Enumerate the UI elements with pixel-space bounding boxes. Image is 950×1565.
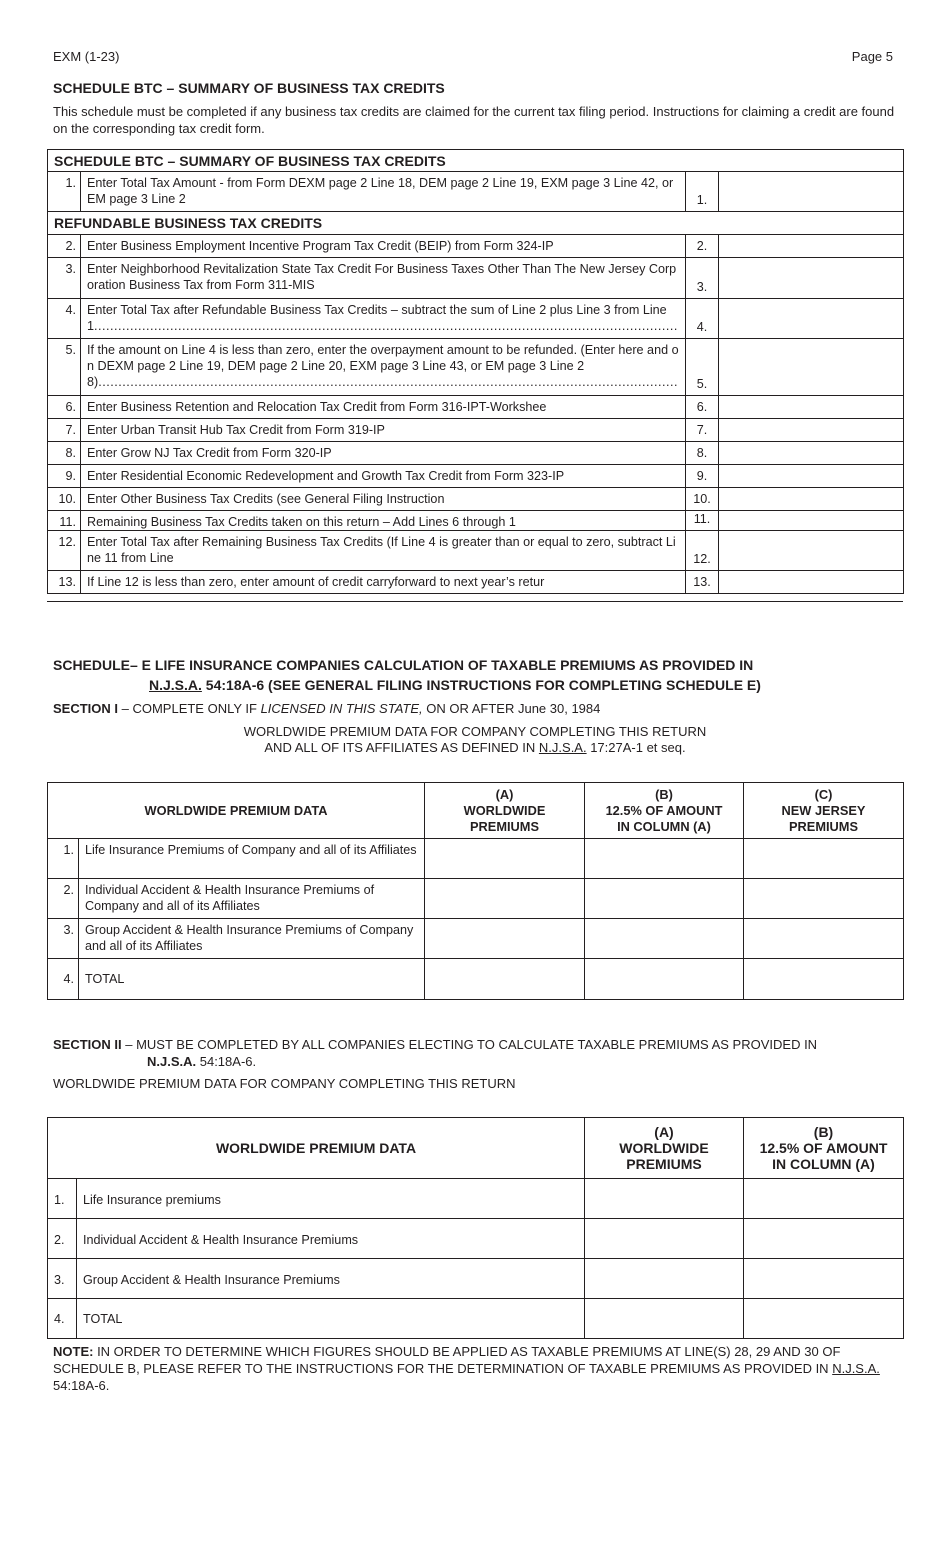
line-description (81, 571, 686, 594)
amount-input[interactable] (585, 1299, 744, 1339)
line-number: 2. (48, 235, 81, 258)
line-description (81, 396, 686, 419)
amount-input[interactable] (425, 959, 585, 1000)
line-ref: 12. (686, 531, 719, 571)
row-label: Group Accident & Health Insurance Premiums (77, 1259, 585, 1299)
row-label: Individual Accident & Health Insurance Premiums (77, 1219, 585, 1259)
line-ref: 8. (686, 442, 719, 465)
njsa-ref: N.J.S.A. (149, 677, 202, 693)
line-text: Enter Total Tax after Remaining Business Tax Credits (If Line 4 is greater than or equal to zero, subtract Line 11 from Line ..... (87, 534, 679, 566)
row-number: 3. (48, 1259, 77, 1299)
amount-input[interactable] (744, 1299, 904, 1339)
amount-input[interactable] (585, 879, 744, 919)
section2-heading: SECTION II – MUST BE COMPLETED BY ALL COMPANIES ELECTING TO CALCULATE TAXABLE PREMIUMS AS PROVIDED IN N.J.S.A. 54:18A-6. (53, 1037, 818, 1069)
column-letter: (B) (813, 1124, 834, 1140)
divider (47, 601, 903, 602)
line-text: If Line 12 is less than zero, enter amount of credit carryforward to next year’s retur ..... (87, 574, 679, 590)
header-row (48, 783, 904, 839)
row-number: 4. (48, 959, 79, 1000)
section1-heading: SECTION I – COMPLETE ONLY IF LICENSED IN THIS STATE, ON OR AFTER June 30, 1984 (53, 701, 601, 716)
line-number: 11. (48, 511, 81, 531)
refundable-heading (48, 212, 904, 235)
column-letter: (C) (814, 786, 833, 802)
column-header (48, 783, 425, 839)
column-letter: WORLDWIDE PREMIUM DATA (144, 802, 328, 818)
column-label: IN COLUMN (A) (617, 818, 711, 834)
column-label: NEW JERSEY (781, 802, 866, 818)
line-description (81, 511, 686, 531)
line-description (81, 235, 686, 258)
column-label: PREMIUMS (626, 1156, 702, 1172)
line-ref: 3. (686, 258, 719, 299)
line-text: If the amount on Line 4 is less than zero, enter the overpayment amount to be refunded. (Enter here and on DEXM page 2 Line 19, DEM page 2 Line 20, EXM page 3 Line 43, or EM page 3 Line 28) ..... (87, 342, 679, 390)
table-row (48, 839, 904, 879)
table-row (48, 1219, 904, 1259)
column-label: WORLDWIDE (463, 802, 546, 818)
line-text: Enter Business Employment Incentive Program Tax Credit (BEIP) from Form 324-IP ..... (87, 238, 679, 254)
column-header (744, 1118, 904, 1179)
amount-input[interactable] (744, 1179, 904, 1219)
amount-input[interactable] (719, 511, 904, 531)
btc-table-title (48, 150, 904, 172)
amount-input[interactable] (719, 465, 904, 488)
line-ref: 11. (686, 511, 719, 531)
line-number: 12. (48, 531, 81, 571)
line-number: 9. (48, 465, 81, 488)
btc-title: SCHEDULE BTC – SUMMARY OF BUSINESS TAX CREDITS (53, 80, 445, 96)
amount-input[interactable] (744, 1259, 904, 1299)
form-code: EXM (1-23) (53, 49, 120, 64)
line-description (81, 531, 686, 571)
row-number: 2. (48, 879, 79, 919)
table-row (48, 258, 904, 299)
column-label: IN COLUMN (A) (772, 1156, 875, 1172)
line-text: Enter Grow NJ Tax Credit from Form 320-IP ..... (87, 445, 679, 461)
line-number: 1. (48, 172, 81, 212)
row-label: TOTAL (79, 959, 425, 1000)
line-ref: 5. (686, 339, 719, 396)
line-description (81, 465, 686, 488)
table-row (48, 396, 904, 419)
line-text: Enter Total Tax after Refundable Business Tax Credits – subtract the sum of Line 2 plus Line 3 from Line 1 ..... (87, 302, 679, 334)
amount-input[interactable] (719, 258, 904, 299)
section1-sub2: AND ALL OF ITS AFFILIATES AS DEFINED IN N.J.S.A. 17:27A-1 et seq. (264, 740, 686, 755)
table-row (48, 488, 904, 511)
row-label: Life Insurance Premiums of Company and all of its Affiliates (79, 839, 425, 879)
amount-input[interactable] (744, 879, 904, 919)
column-letter: WORLDWIDE PREMIUM DATA (215, 1140, 417, 1156)
row-number: 4. (48, 1299, 77, 1339)
amount-input[interactable] (585, 959, 744, 1000)
line-ref: 1. (686, 172, 719, 212)
row-number: 3. (48, 919, 79, 959)
column-header (425, 783, 585, 839)
btc-table (47, 149, 904, 594)
header-row (48, 1118, 904, 1179)
page-number: Page 5 (851, 49, 893, 64)
column-label: 12.5% OF AMOUNT (759, 1140, 888, 1156)
table-row (48, 571, 904, 594)
row-number: 1. (48, 1179, 77, 1219)
amount-input[interactable] (719, 299, 904, 339)
line-number: 4. (48, 299, 81, 339)
line-ref: 4. (686, 299, 719, 339)
amount-input[interactable] (719, 396, 904, 419)
column-header (744, 783, 904, 839)
line-description (81, 419, 686, 442)
amount-input[interactable] (744, 959, 904, 1000)
line-text: Enter Other Business Tax Credits (see General Filing Instruction ..... (87, 491, 679, 507)
schedule-e-title-line1: SCHEDULE– E LIFE INSURANCE COMPANIES CALCULATION OF TAXABLE PREMIUMS AS PROVIDED IN (53, 657, 754, 673)
line-description (81, 258, 686, 299)
line-description (81, 339, 686, 396)
amount-input[interactable] (719, 442, 904, 465)
amount-input[interactable] (719, 339, 904, 396)
amount-input[interactable] (585, 839, 744, 879)
btc-table-title-text: SCHEDULE BTC – SUMMARY OF BUSINESS TAX CREDITS (48, 150, 904, 172)
section1-table (47, 782, 904, 1000)
line-text: Enter Total Tax Amount - from Form DEXM page 2 Line 18, DEM page 2 Line 19, EXM page 3 Line 42, or EM page 3 Line 2 ..... (87, 175, 679, 207)
column-letter: (A) (654, 1124, 674, 1140)
line-number: 13. (48, 571, 81, 594)
line-number: 10. (48, 488, 81, 511)
line-description (81, 172, 686, 212)
column-header (585, 783, 744, 839)
schedule-e-title-line2: N.J.S.A. 54:18A-6 (SEE GENERAL FILING INSTRUCTIONS FOR COMPLETING SCHEDULE E) (149, 677, 761, 693)
table-row (48, 1259, 904, 1299)
amount-input[interactable] (585, 919, 744, 959)
amount-input[interactable] (719, 235, 904, 258)
amount-input[interactable] (425, 919, 585, 959)
line-text: Remaining Business Tax Credits taken on this return – Add Lines 6 through 1 ..... (87, 514, 679, 530)
table-row (48, 465, 904, 488)
section1-sub1: WORLDWIDE PREMIUM DATA FOR COMPANY COMPLETING THIS RETURN (243, 724, 707, 739)
section2-sub: WORLDWIDE PREMIUM DATA FOR COMPANY COMPLETING THIS RETURN (53, 1076, 516, 1091)
line-text: Enter Neighborhood Revitalization State Tax Credit For Business Taxes Other Than The New Jersey Corporation Business Tax from Form 311-MIS ..... (87, 261, 679, 293)
table-row (48, 172, 904, 212)
column-label: PREMIUMS (470, 818, 539, 834)
table-row (48, 511, 904, 531)
amount-input[interactable] (719, 531, 904, 571)
table-row (48, 442, 904, 465)
line-ref: 10. (686, 488, 719, 511)
row-number: 2. (48, 1219, 77, 1259)
amount-input[interactable] (585, 1219, 744, 1259)
amount-input[interactable] (744, 919, 904, 959)
row-label: Group Accident & Health Insurance Premiums of Company and all of its Affiliates (79, 919, 425, 959)
amount-input[interactable] (744, 839, 904, 879)
row-label: TOTAL (77, 1299, 585, 1339)
table-row (48, 339, 904, 396)
line-number: 3. (48, 258, 81, 299)
line-ref: 6. (686, 396, 719, 419)
amount-input[interactable] (719, 172, 904, 212)
line-number: 7. (48, 419, 81, 442)
column-header (585, 1118, 744, 1179)
line-number: 8. (48, 442, 81, 465)
amount-input[interactable] (719, 571, 904, 594)
table-row (48, 879, 904, 919)
row-number: 1. (48, 839, 79, 879)
column-letter: (B) (655, 786, 673, 802)
refundable-heading-text: REFUNDABLE BUSINESS TAX CREDITS (48, 212, 904, 235)
amount-input[interactable] (719, 488, 904, 511)
table-row (48, 919, 904, 959)
column-header (48, 1118, 585, 1179)
amount-input[interactable] (585, 1179, 744, 1219)
column-label: WORLDWIDE (619, 1140, 709, 1156)
amount-input[interactable] (585, 1259, 744, 1299)
row-label: Life Insurance premiums (77, 1179, 585, 1219)
line-number: 6. (48, 396, 81, 419)
column-letter: (A) (495, 786, 514, 802)
column-label: 12.5% OF AMOUNT (605, 802, 723, 818)
line-text: Enter Business Retention and Relocation Tax Credit from Form 316-IPT-Workshee ..... (87, 399, 679, 415)
amount-input[interactable] (744, 1219, 904, 1259)
line-description (81, 442, 686, 465)
amount-input[interactable] (425, 839, 585, 879)
table-row (48, 299, 904, 339)
btc-intro: This schedule must be completed if any business tax credits are claimed for the current tax filing period. Instructions for claiming a credit are found on the corresponding tax credit form. (53, 104, 895, 136)
table-row (48, 531, 904, 571)
line-text: Enter Urban Transit Hub Tax Credit from Form 319-IP ..... (87, 422, 679, 438)
line-description (81, 488, 686, 511)
section2-table (47, 1117, 904, 1339)
table-row (48, 235, 904, 258)
table-row (48, 959, 904, 1000)
line-ref: 2. (686, 235, 719, 258)
amount-input[interactable] (719, 419, 904, 442)
line-ref: 9. (686, 465, 719, 488)
table-row (48, 1179, 904, 1219)
line-ref: 13. (686, 571, 719, 594)
table-row (48, 1299, 904, 1339)
amount-input[interactable] (425, 879, 585, 919)
line-ref: 7. (686, 419, 719, 442)
row-label: Individual Accident & Health Insurance Premiums of Company and all of its Affiliates (79, 879, 425, 919)
column-label: PREMIUMS (789, 818, 858, 834)
line-text: Enter Residential Economic Redevelopment and Growth Tax Credit from Form 323-IP ..... (87, 468, 679, 484)
note: NOTE: IN ORDER TO DETERMINE WHICH FIGURES SHOULD BE APPLIED AS TAXABLE PREMIUMS AT LINE(S) 28, 29 AND 30 OF SCHEDULE B, PLEASE REFER TO THE INSTRUCTIONS FOR THE DETERMINATION OF TAXABLE PREMIUMS AS PROVIDED IN N.J.S.A. 54:18A-6. (53, 1344, 880, 1393)
line-number: 5. (48, 339, 81, 396)
line-description (81, 299, 686, 339)
table-row (48, 419, 904, 442)
